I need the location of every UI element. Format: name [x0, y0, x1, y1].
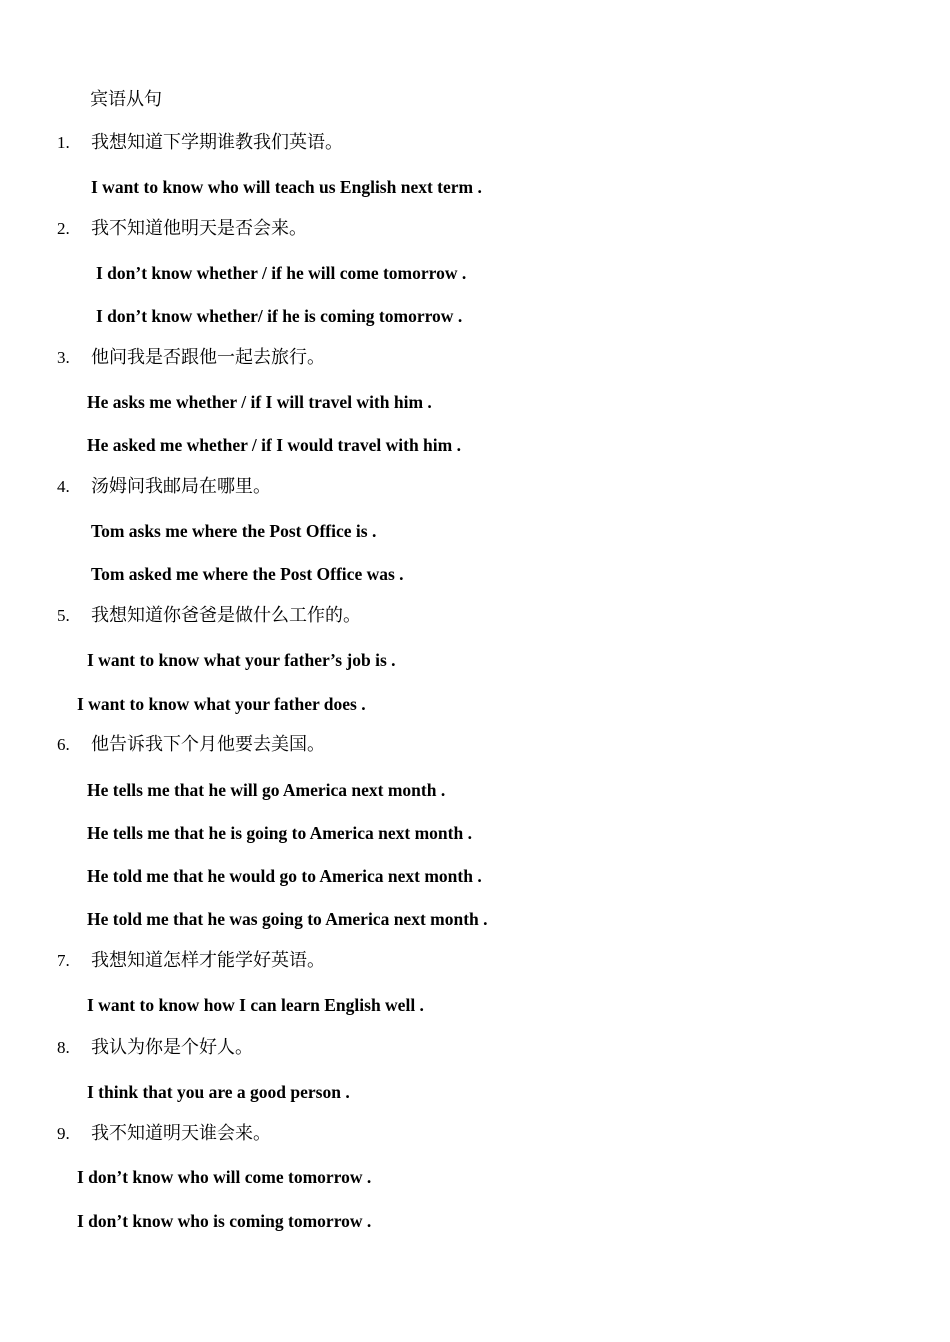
english-translation: He tells me that he is going to America next month .: [87, 823, 472, 843]
english-translation: I want to know who will teach us English next term .: [91, 177, 482, 197]
item-number: 9.: [57, 1124, 70, 1143]
chinese-sentence: 我想知道下学期谁教我们英语。: [91, 132, 343, 153]
english-translation: He tells me that he will go America next month .: [87, 780, 446, 800]
english-translation: I don’t know whether/ if he is coming tomorrow .: [96, 306, 463, 326]
english-translation: He told me that he was going to America next month .: [87, 909, 488, 929]
item-number: 3.: [57, 348, 70, 367]
english-translation: I want to know what your father does .: [77, 694, 366, 714]
english-translation: I think that you are a good person .: [87, 1082, 350, 1102]
english-translation: I want to know how I can learn English well .: [87, 995, 424, 1015]
chinese-sentence: 他告诉我下个月他要去美国。: [91, 734, 325, 755]
english-translation: He asked me whether / if I would travel with him .: [87, 435, 461, 455]
chinese-sentence: 我想知道怎样才能学好英语。: [91, 950, 325, 971]
page-title: 宾语从句: [90, 89, 162, 110]
item-number: 5.: [57, 606, 70, 625]
english-translation: Tom asked me where the Post Office was .: [91, 564, 404, 584]
item-number: 8.: [57, 1038, 70, 1057]
item-number: 7.: [57, 951, 70, 970]
english-translation: I want to know what your father’s job is .: [87, 650, 396, 670]
english-translation: I don’t know whether / if he will come tomorrow .: [96, 263, 467, 283]
item-number: 6.: [57, 735, 70, 754]
english-translation: I don’t know who is coming tomorrow .: [77, 1211, 372, 1231]
item-number: 2.: [57, 219, 70, 238]
chinese-sentence: 他问我是否跟他一起去旅行。: [91, 347, 325, 368]
chinese-sentence: 我不知道明天谁会来。: [91, 1123, 271, 1144]
chinese-sentence: 我不知道他明天是否会来。: [91, 218, 307, 239]
english-translation: Tom asks me where the Post Office is .: [91, 521, 377, 541]
item-number: 4.: [57, 477, 70, 496]
item-number: 1.: [57, 133, 70, 152]
chinese-sentence: 我认为你是个好人。: [91, 1037, 253, 1058]
chinese-sentence: 汤姆问我邮局在哪里。: [91, 476, 271, 497]
chinese-sentence: 我想知道你爸爸是做什么工作的。: [91, 605, 361, 626]
english-translation: I don’t know who will come tomorrow .: [77, 1167, 372, 1187]
english-translation: He told me that he would go to America next month .: [87, 866, 482, 886]
english-translation: He asks me whether / if I will travel with him .: [87, 392, 432, 412]
